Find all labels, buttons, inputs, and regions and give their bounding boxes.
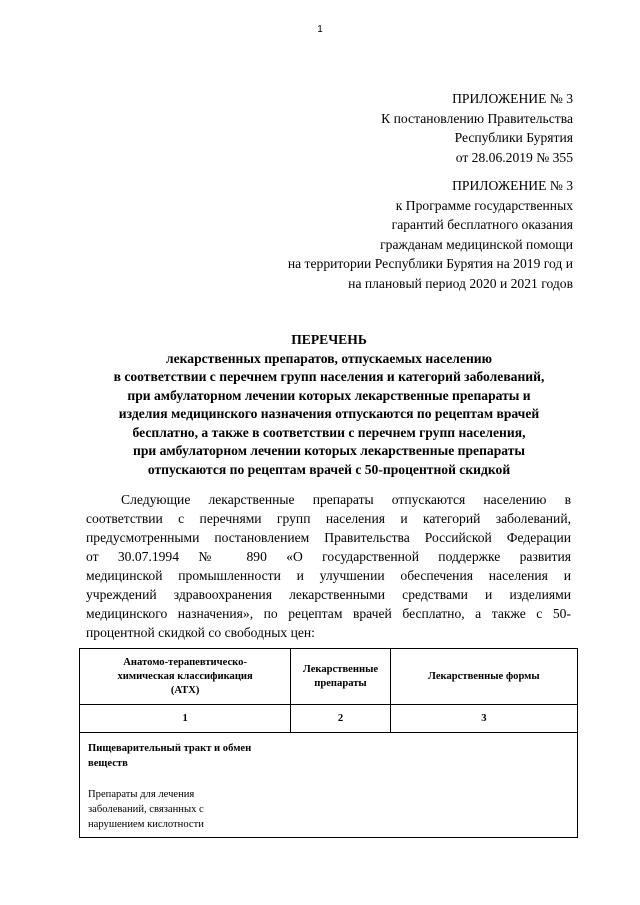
appendix-line: гарантий бесплатного оказания — [391, 217, 573, 232]
table-header-row — [80, 649, 578, 705]
appendix-header-program — [288, 176, 573, 293]
column-number: 1 — [80, 705, 291, 733]
title-line: бесплатно, а также в соответствии с перечнем групп населения, — [132, 424, 526, 440]
paragraph-line: процентной скидкой со свободных цен: — [86, 625, 315, 640]
title-line: лекарственных препаратов, отпускаемых населению — [166, 350, 492, 366]
column-number-row — [80, 705, 578, 733]
column-number: 3 — [390, 705, 577, 733]
table-row — [80, 733, 578, 838]
appendix-line: от 28.06.2019 № 355 — [455, 149, 573, 165]
intro-paragraph — [86, 490, 571, 642]
paragraph-line: от 30.07.1994 № 890 «О государственной поддержке развития — [86, 549, 571, 564]
appendix-line: ПРИЛОЖЕНИЕ № 3 — [452, 91, 573, 106]
appendix-line: Республики Бурятия — [454, 130, 573, 145]
paragraph-line: медицинского назначения», по рецептам врачей бесплатно, а также с 50- — [86, 606, 571, 621]
group-title: Пищеварительный тракт и обмен веществ — [88, 743, 252, 769]
title-line: при амбулаторном лечении которых лекарственные препараты — [132, 443, 525, 458]
column-number: 2 — [291, 705, 390, 733]
header-atc-classification: Анатомо-терапевтическо- химическая классификация (АТХ) — [80, 649, 291, 705]
paragraph-line: соответствии с перечнями групп населения и категорий заболеваний, — [86, 511, 571, 526]
title-line: отпускаются по рецептам врачей с 50-процентной скидкой — [147, 461, 511, 477]
subgroup-title: Препараты для лечения заболеваний, связанных с нарушением кислотности — [88, 789, 204, 830]
appendix-line: на территории Республики Бурятия на 2019 год и — [287, 256, 573, 271]
group-cell-digestive — [80, 733, 578, 838]
appendix-line: к Программе государственных — [395, 197, 573, 213]
header-drugs: Лекарственные препараты — [291, 649, 390, 705]
paragraph-line: предусмотренными постановлением Правительства Российской Федерации — [86, 530, 571, 545]
appendix-line: гражданам медицинской помощи — [380, 236, 573, 252]
title-line: изделия медицинского назначения отпускаются по рецептам врачей — [118, 406, 540, 421]
paragraph-line: учреждений здравоохранения лекарственными средствами и изделиями — [86, 587, 571, 602]
document-title — [70, 331, 588, 479]
title-line: в соответствии с перечнем групп населения и категорий заболеваний, — [113, 369, 545, 384]
appendix-line: на плановый период 2020 и 2021 годов — [348, 275, 573, 291]
appendix-line: К постановлению Правительства — [381, 110, 573, 126]
appendix-line: ПРИЛОЖЕНИЕ № 3 — [452, 178, 573, 193]
title-line: ПЕРЕЧЕНЬ — [291, 332, 367, 347]
paragraph-line: Следующие лекарственные препараты отпускаются населению в — [121, 492, 571, 507]
header-dosage-forms: Лекарственные формы — [390, 649, 577, 705]
title-line: при амбулаторном лечении которых лекарственные препараты и — [127, 387, 531, 403]
drug-list-table — [79, 648, 578, 838]
paragraph-line: медицинской промышленности и улучшении обеспечения населения и — [86, 568, 571, 583]
appendix-header-resolution — [381, 89, 573, 167]
page-number: 1 — [317, 24, 323, 35]
